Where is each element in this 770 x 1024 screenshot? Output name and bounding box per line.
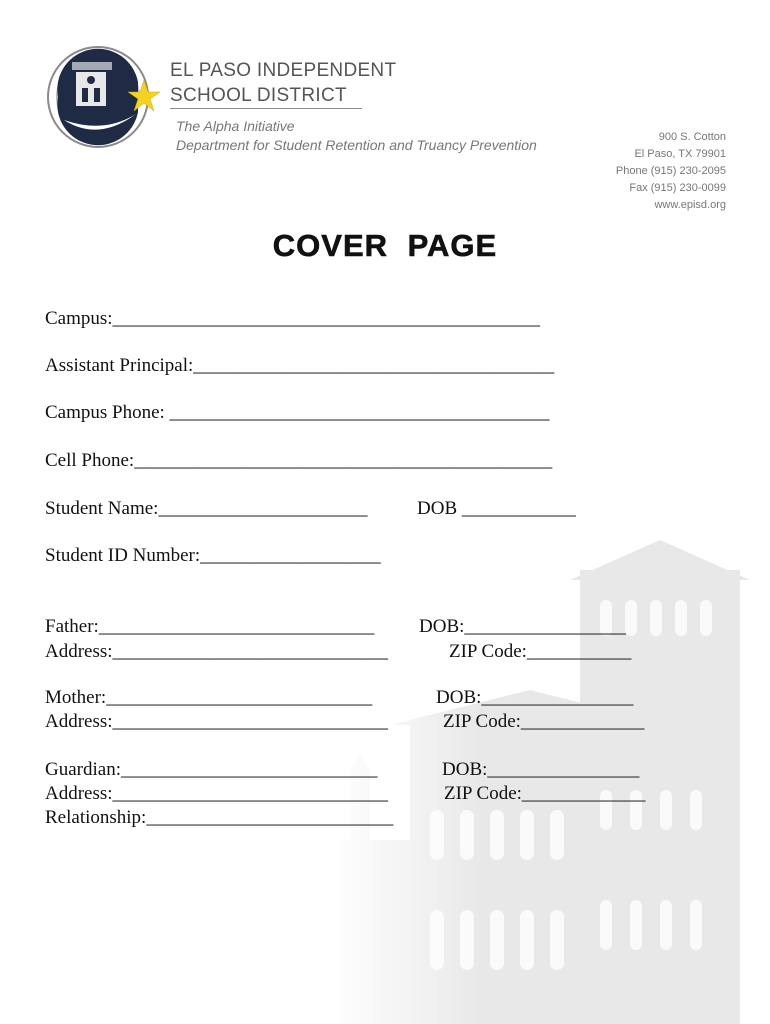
mother-dob-field[interactable]: DOB:________________ — [436, 687, 634, 708]
campus-phone-field[interactable]: Campus Phone: ________________________________________ — [45, 402, 550, 423]
campus-field[interactable]: Campus:_____________________________________________ — [45, 308, 541, 329]
mother-field[interactable]: Mother:____________________________ — [45, 687, 373, 708]
student-dob-field[interactable]: DOB ____________ — [417, 498, 576, 519]
mother-address-field[interactable]: Address:_____________________________ — [45, 711, 389, 732]
mother-zip-field[interactable]: ZIP Code:_____________ — [443, 711, 645, 732]
guardian-zip-field[interactable]: ZIP Code:_____________ — [444, 783, 646, 804]
episd-logo — [44, 42, 164, 152]
department-name: Department for Student Retention and Truancy Prevention — [176, 137, 537, 153]
father-field[interactable]: Father:_____________________________ — [45, 616, 375, 637]
guardian-address-field[interactable]: Address:_____________________________ — [45, 783, 389, 804]
header-divider — [170, 108, 362, 109]
student-id-field[interactable]: Student ID Number:___________________ — [45, 545, 381, 566]
guardian-dob-field[interactable]: DOB:________________ — [442, 759, 640, 780]
guardian-field[interactable]: Guardian:___________________________ — [45, 759, 378, 780]
father-dob-field[interactable]: DOB:_________________ — [419, 616, 626, 637]
contact-city: El Paso, TX 79901 — [634, 148, 726, 160]
contact-fax: Fax (915) 230-0099 — [629, 182, 726, 194]
assistant-principal-field[interactable]: Assistant Principal:______________________________________ — [45, 355, 555, 376]
initiative-name: The Alpha Initiative — [176, 118, 295, 134]
district-name-line2: SCHOOL DISTRICT — [170, 85, 347, 106]
cell-phone-field[interactable]: Cell Phone:____________________________________________ — [45, 450, 553, 471]
contact-website: www.episd.org — [654, 199, 726, 211]
contact-block — [616, 129, 726, 214]
district-name — [170, 58, 396, 108]
relationship-field[interactable]: Relationship:__________________________ — [45, 807, 394, 828]
father-address-field[interactable]: Address:_____________________________ — [45, 641, 389, 662]
contact-street: 900 S. Cotton — [658, 131, 726, 143]
student-name-field[interactable]: Student Name:______________________ — [45, 498, 368, 519]
district-name-line1: EL PASO INDEPENDENT — [170, 60, 397, 81]
contact-phone: Phone (915) 230-2095 — [615, 165, 726, 177]
father-zip-field[interactable]: ZIP Code:___________ — [449, 641, 632, 662]
page-title: COVER PAGE — [272, 228, 498, 263]
initiative-block — [176, 117, 537, 155]
